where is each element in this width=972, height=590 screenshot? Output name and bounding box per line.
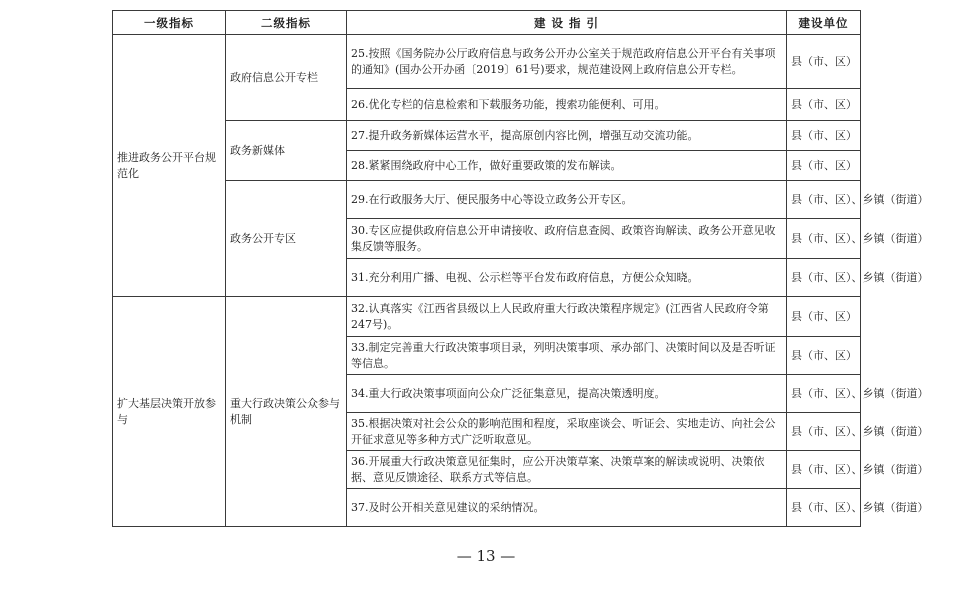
unit-cell: 县（市、区）、乡镇（街道） (787, 375, 861, 413)
unit-cell: 县（市、区）、乡镇（街道） (787, 413, 861, 451)
level2-cell: 政府信息公开专栏 (226, 35, 347, 121)
level1-cell: 扩大基层决策开放参与 (113, 297, 226, 527)
guide-cell: 28.紧紧围绕政府中心工作，做好重要政策的发布解读。 (347, 151, 787, 181)
guideline-table (112, 10, 929, 527)
table-row (113, 181, 861, 219)
table-row (113, 35, 861, 89)
header-guide: 建 设 指 引 (347, 11, 787, 35)
guide-cell: 26.优化专栏的信息检索和下载服务功能，搜索功能便利、可用。 (347, 89, 787, 121)
unit-cell: 县（市、区） (787, 35, 861, 89)
header-unit: 建设单位 (787, 11, 861, 35)
guide-cell: 35.根据决策对社会公众的影响范围和程度，采取座谈会、听证会、实地走访、向社会公开征求意见等多种方式广泛听取意见。 (347, 413, 787, 451)
unit-cell: 县（市、区） (787, 297, 861, 337)
level2-cell: 政务公开专区 (226, 181, 347, 297)
unit-cell: 县（市、区）、乡镇（街道） (787, 181, 861, 219)
level2-cell: 重大行政决策公众参与机制 (226, 297, 347, 527)
header-level2: 二级指标 (226, 11, 347, 35)
unit-cell: 县（市、区）、乡镇（街道） (787, 259, 861, 297)
guide-cell: 29.在行政服务大厅、便民服务中心等设立政务公开专区。 (347, 181, 787, 219)
guide-cell: 25.按照《国务院办公厅政府信息与政务公开办公室关于规范政府信息公开平台有关事项的通知》(国办公开办函〔2019〕61号)要求，规范建设网上政府信息公开专栏。 (347, 35, 787, 89)
guide-cell: 30.专区应提供政府信息公开申请接收、政府信息查阅、政策咨询解读、政务公开意见收集反馈等服务。 (347, 219, 787, 259)
level1-cell: 推进政务公开平台规范化 (113, 35, 226, 297)
unit-cell: 县（市、区）、乡镇（街道） (787, 451, 861, 489)
table-header-row (113, 11, 861, 35)
guide-cell: 37.及时公开相关意见建议的采纳情况。 (347, 489, 787, 527)
table-row (113, 297, 861, 337)
guide-cell: 34.重大行政决策事项面向公众广泛征集意见，提高决策透明度。 (347, 375, 787, 413)
unit-cell: 县（市、区） (787, 337, 861, 375)
unit-cell: 县（市、区） (787, 121, 861, 151)
guide-cell: 31.充分利用广播、电视、公示栏等平台发布政府信息，方便公众知晓。 (347, 259, 787, 297)
guide-cell: 27.提升政务新媒体运营水平，提高原创内容比例，增强互动交流功能。 (347, 121, 787, 151)
unit-cell: 县（市、区） (787, 151, 861, 181)
guide-cell: 36.开展重大行政决策意见征集时，应公开决策草案、决策草案的解读或说明、决策依据、意见反馈途径、联系方式等信息。 (347, 451, 787, 489)
table-row (113, 121, 861, 151)
page-number: — 13 — (456, 547, 516, 565)
guide-cell: 32.认真落实《江西省县级以上人民政府重大行政决策程序规定》(江西省人民政府令第247号)。 (347, 297, 787, 337)
unit-cell: 县（市、区）、乡镇（街道） (787, 489, 861, 527)
unit-cell: 县（市、区）、乡镇（街道） (787, 219, 861, 259)
level2-cell: 政务新媒体 (226, 121, 347, 181)
header-level1: 一级指标 (113, 11, 226, 35)
guide-cell: 33.制定完善重大行政决策事项目录，列明决策事项、承办部门、决策时间以及是否听证等信息。 (347, 337, 787, 375)
unit-cell: 县（市、区） (787, 89, 861, 121)
